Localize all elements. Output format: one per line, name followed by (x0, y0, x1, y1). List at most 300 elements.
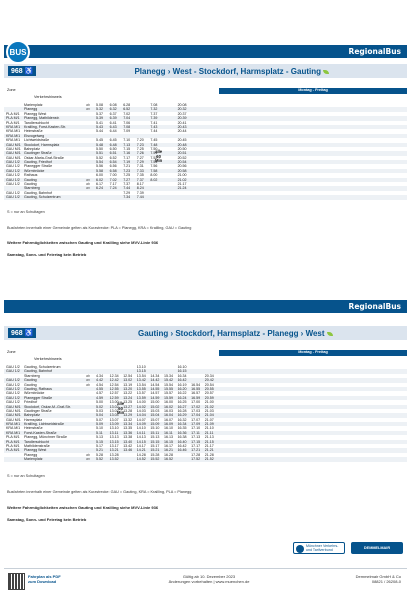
time-cell: 21.00 (204, 400, 214, 405)
time-cell: 21.17 (177, 182, 187, 187)
time-cell: 4.57 (96, 391, 103, 396)
line-badge (8, 66, 36, 76)
zone-cell: KRA M/1 (6, 422, 21, 427)
time-cell: 16.38 (177, 435, 187, 440)
time-cell: 7.13 (123, 142, 131, 147)
time-cell: 14.07 (136, 417, 146, 422)
time-cell: 13.28 (123, 408, 133, 413)
time-cell: 5.10 (96, 426, 103, 431)
time-cell: 5.54 (96, 160, 103, 165)
time-cell: 13.40 (123, 439, 133, 444)
time-cell: 7.08 (123, 124, 131, 129)
time-cell: 13.42 (123, 444, 133, 449)
time-cell: 7.00 (109, 173, 117, 178)
time-cell: 7.04 (123, 116, 131, 121)
zone-cell: GAU M/1 (6, 146, 21, 151)
time-cell: 17.52 (191, 457, 201, 462)
note-line-936-2: Weitere Fahrmöglichkeiten zwischen Gauting und Krailling siehe MVV-Linie 936 (7, 505, 159, 510)
table-row (4, 457, 407, 461)
time-cell: 16.07 (163, 417, 173, 422)
partner-logos (293, 542, 403, 554)
time-cell: 7.52 (150, 155, 158, 160)
time-cell: 6.45 (109, 138, 117, 143)
time-cell: 7.02 (109, 177, 117, 182)
time-cell: 7.44 (136, 195, 144, 200)
stop-name: Eisvogelweg (24, 133, 45, 138)
time-cell: 7.56 (150, 164, 158, 169)
time-cell: 21.11 (204, 430, 214, 435)
table-header-1 (4, 88, 407, 99)
arr-dep-marker: ab (86, 103, 90, 107)
time-cell: 5.08 (96, 103, 103, 107)
time-cell: 5.11 (96, 430, 103, 435)
time-cell: 20.56 (177, 164, 187, 169)
time-cell: 20.08 (177, 103, 187, 107)
operator-contact: Demmelmair GmbH & Co 08821 / 26208-0 (355, 574, 401, 584)
stop-name: Marienplatz (24, 457, 43, 462)
time-cell: 16.34 (177, 422, 187, 427)
time-cell: 20.54 (177, 160, 187, 165)
time-cell: 6.50 (109, 146, 117, 151)
route-header-2 (4, 326, 407, 340)
time-cell: 5.32 (96, 107, 103, 112)
time-cell: 7.27 (123, 177, 131, 182)
time-cell: 14.21 (136, 448, 146, 453)
time-cell: 15.59 (163, 395, 173, 400)
qr-code-icon[interactable] (8, 573, 25, 590)
time-cell: 5.41 (96, 120, 103, 125)
zone-cell: GAU 1/2 (6, 195, 20, 200)
time-cell: 16.29 (177, 413, 187, 418)
time-cell: 5.58 (96, 168, 103, 173)
time-cell: 20.59 (204, 395, 214, 400)
time-cells (96, 195, 403, 199)
time-cell: 14.52 (136, 457, 146, 462)
route-title: Gauting › Stockdorf, Harmsplatz - Planegg › West (138, 329, 333, 338)
zone-cell: GAU 1/2 (6, 391, 20, 396)
time-cell: 6.24 (96, 186, 103, 191)
time-cell: 13.17 (109, 444, 119, 449)
time-cell: 16.22 (177, 391, 187, 396)
zone-cell: GAU M/1 (6, 417, 21, 422)
zone-cell: GAU 1/2 (6, 382, 20, 387)
stop-name: Marienplatz (24, 103, 43, 107)
stop-name: Gauting, Rathaus (24, 386, 52, 391)
route-title: Planegg › West - Stockdorf, Harmsplatz - Gauting (134, 67, 329, 76)
bus-badge: BUS (6, 40, 30, 64)
time-cell: 20.50 (177, 146, 187, 151)
time-cell: 20.34 (204, 373, 214, 378)
time-cell: 13.35 (123, 426, 133, 431)
wheelchair-icon: ♿ (24, 68, 34, 75)
stop-name: Heimstraße (24, 426, 43, 431)
traffic-note-header: Verkehrshinweis (34, 95, 62, 99)
stop-name: Forst-Kasten-Straße (24, 430, 57, 435)
zone-cell: GAU M/1 (6, 155, 21, 160)
time-cell: 15.17 (150, 444, 160, 449)
traffic-note-header: Verkehrshinweis (34, 357, 62, 361)
time-cell: 14.02 (136, 404, 146, 409)
time-cell: 16.55 (191, 386, 201, 391)
time-cell: 14.04 (136, 413, 146, 418)
table-row (4, 195, 407, 199)
stop-name: Krailling, Lichtweidstraße (24, 422, 64, 427)
stop-name: Heimstraße (24, 129, 43, 134)
time-cell: 21.04 (204, 413, 214, 418)
time-cell: 6.32 (109, 107, 117, 112)
time-cell: 14.28 (136, 452, 146, 457)
time-cell: 15.52 (150, 457, 160, 462)
time-cell: 16.36 (177, 430, 187, 435)
time-cell: 14.54 (150, 382, 160, 387)
validity-text: Gültig ab 10. Dezember 2023 Änderungen vorbehalten | www.muenchen.de (168, 574, 250, 584)
time-cell: 7.50 (150, 146, 158, 151)
time-cell: 16.21 (163, 448, 173, 453)
time-cell: 14.03 (136, 408, 146, 413)
time-cell: 7.34 (123, 195, 131, 200)
zone-cell: GAU 1/2 (6, 190, 20, 195)
zone-cell: KRA M/1 (6, 129, 21, 134)
time-cell: 16.09 (163, 422, 173, 427)
time-cell: 15.28 (150, 452, 160, 457)
line-number: 968 (11, 67, 23, 75)
time-cell: 20.58 (177, 168, 187, 173)
time-cell: 6.52 (109, 155, 117, 160)
time-cell: 16.10 (163, 426, 173, 431)
time-cell: 16.28 (177, 408, 187, 413)
time-cell: 16.42 (177, 444, 187, 449)
stop-name: Tandlerschlucht (24, 120, 49, 125)
time-cell: 16.46 (177, 448, 187, 453)
time-cell: 7.44 (123, 186, 131, 191)
time-cell: 15.11 (150, 430, 160, 435)
time-cell: 20.45 (177, 138, 187, 143)
time-cell: 6.51 (109, 151, 117, 156)
time-cell: 15.34 (163, 373, 173, 378)
time-cell: 17.15 (191, 439, 201, 444)
arr-dep-marker: an (86, 186, 90, 191)
time-cell: 5.48 (96, 142, 103, 147)
time-cell: 6.37 (109, 111, 117, 116)
time-cell: 20.37 (177, 111, 187, 116)
time-cell: 7.44 (150, 129, 158, 134)
stop-name: Lichtweidstraße (24, 138, 50, 143)
fare-note-1: Busfahrten innerhalb einer Gemeinde gelten als Kurzstrecke: PLA = Planegg, KRA = Krailling, GAU = Gauting (7, 226, 192, 230)
time-cell: 5.39 (96, 116, 103, 121)
time-cell: 6.44 (109, 129, 117, 134)
zone-cell: KRA M/1 (6, 426, 21, 431)
time-cell: 21.02 (204, 404, 214, 409)
zone-cell: GAU M/1 (6, 151, 21, 156)
time-cell: 7.39 (150, 116, 158, 121)
time-cell: 16.00 (163, 400, 173, 405)
arr-dep-marker: ab (86, 452, 90, 457)
time-cell: 6.58 (109, 168, 117, 173)
regionalbus-label: RegionalBus (348, 302, 401, 311)
time-cell: 15.54 (163, 382, 173, 387)
time-cell: 15.55 (163, 386, 173, 391)
time-cell: 16.20 (177, 386, 187, 391)
time-cell: 16.11 (163, 430, 173, 435)
time-cell: 12.59 (109, 395, 119, 400)
stop-name: Bahnplatz (24, 146, 40, 151)
time-cell: 21.15 (204, 439, 214, 444)
time-cell: 5.52 (96, 457, 103, 462)
time-cell: 14.34 (150, 373, 160, 378)
zone-cell: GAU 1/2 (6, 395, 20, 400)
time-cell: 21.02 (177, 177, 187, 182)
time-cell: 14.57 (150, 391, 160, 396)
zone-cell: KRA M/1 (6, 138, 21, 143)
time-cell: 16.34 (177, 373, 187, 378)
stop-name: Würmbrücke (24, 391, 45, 396)
time-cell: 5.45 (96, 138, 103, 143)
operator-logo: DEMMELMAIR (351, 542, 403, 554)
arr-dep-marker: an (86, 378, 90, 383)
time-cell: 15.57 (163, 391, 173, 396)
stop-name: Starnberg (24, 186, 40, 191)
interval-note-1: alle 60 Min (155, 149, 163, 164)
time-cell: 13.52 (109, 457, 119, 462)
time-cell: 7.17 (109, 182, 117, 187)
time-cell: 20.42 (204, 378, 214, 383)
time-cell: 13.15 (136, 369, 146, 374)
stop-name: Würmbrücke (24, 168, 45, 173)
time-cell: 13.54 (136, 373, 146, 378)
zone-cell: PLA M/1 (6, 448, 20, 453)
time-cell: 7.16 (123, 151, 131, 156)
zone-cell: GAU 1/2 (6, 164, 20, 169)
timetable-2 (4, 365, 407, 462)
time-cell: 7.10 (123, 138, 131, 143)
zone-cell: GAU M/1 (6, 404, 21, 409)
arr-dep-marker: ab (86, 382, 90, 387)
time-cell: 6.08 (109, 103, 117, 107)
zone-cell: KRA M/1 (6, 124, 21, 129)
time-cell: 14.10 (136, 426, 146, 431)
mvv-mark-icon (296, 545, 304, 553)
time-cell: 5.50 (96, 146, 103, 151)
time-cell: 6.41 (109, 120, 117, 125)
time-cell: 13.02 (109, 404, 119, 409)
leaf-icon (327, 332, 333, 336)
stop-name: Gauting (24, 182, 37, 187)
time-cell: 16.52 (163, 457, 173, 462)
time-cell: 21.03 (204, 408, 214, 413)
time-cell: 13.46 (123, 448, 133, 453)
time-cell: 5.00 (96, 400, 103, 405)
time-cell: 15.10 (150, 426, 160, 431)
time-cell: 7.08 (150, 103, 158, 107)
time-cell: 16.28 (163, 452, 173, 457)
time-cell: 17.09 (191, 422, 201, 427)
time-cell: 21.07 (204, 417, 214, 422)
time-cell: 13.13 (109, 435, 119, 440)
time-cell: 17.21 (191, 448, 201, 453)
time-cell: 7.48 (150, 142, 158, 147)
time-cell: 6.39 (109, 116, 117, 121)
time-cell: 6.17 (96, 182, 103, 187)
time-cell: 16.35 (177, 426, 187, 431)
time-cell: 5.28 (96, 452, 103, 457)
time-cell: 7.29 (123, 190, 131, 195)
time-cell: 6.43 (109, 124, 117, 129)
stop-name: Gautinger Straße (24, 408, 52, 413)
time-cell: 5.17 (96, 444, 103, 449)
time-cell: 21.13 (204, 435, 214, 440)
zone-cell: KRA M/1 (6, 430, 21, 435)
time-cell: 20.54 (204, 382, 214, 387)
time-cell: 5.52 (96, 155, 103, 160)
time-cell: 21.00 (177, 173, 187, 178)
time-cell: 13.36 (123, 430, 133, 435)
time-cell: 5.15 (96, 439, 103, 444)
time-cell: 13.22 (123, 391, 133, 396)
time-cell: 8.00 (150, 173, 158, 178)
time-cell: 15.03 (150, 408, 160, 413)
zone-cell: PLA M/1 (6, 439, 20, 444)
zone-header: Zone (7, 350, 16, 354)
time-cell: 7.09 (123, 129, 131, 134)
service-note-2: Samstag, Sonn- und Feiertag kein Betrieb (7, 517, 87, 522)
time-cell: 21.21 (204, 448, 214, 453)
stop-name: Rathaus (24, 173, 38, 178)
stop-name: Oskar-Maria-Graf-Straße (24, 155, 64, 160)
time-cell: 16.54 (191, 382, 201, 387)
zone-cell: GAU 1/2 (6, 177, 20, 182)
time-cell: 13.42 (136, 378, 146, 383)
stop-name: Krailling, Forst-Kasten-Str. (24, 124, 66, 129)
time-cells (96, 457, 403, 461)
time-cell: 7.24 (109, 186, 117, 191)
time-cell: 5.44 (96, 129, 103, 134)
time-cell: 17.17 (191, 444, 201, 449)
time-cell: 7.17 (123, 155, 131, 160)
time-cell: 5.37 (96, 111, 103, 116)
stop-name: Gauting, Bahnhof (24, 190, 52, 195)
time-cell: 20.52 (177, 155, 187, 160)
time-cell: 16.02 (163, 404, 173, 409)
time-cell: 7.23 (136, 142, 144, 147)
zone-cell: GAU 1/2 (6, 386, 20, 391)
stop-name: Stockdorf, Oskar-M.-Graf-Str. (24, 404, 71, 409)
time-cell: 20.39 (177, 116, 187, 121)
arr-dep-marker: an (86, 177, 90, 182)
time-cell: 7.54 (150, 160, 158, 165)
time-cell: 14.42 (150, 378, 160, 383)
time-cell: 4.55 (96, 386, 103, 391)
time-cell: 13.15 (109, 439, 119, 444)
time-cell: 17.13 (191, 435, 201, 440)
time-cell: 7.41 (150, 120, 158, 125)
time-cell: 12.57 (109, 391, 119, 396)
time-cell: 15.02 (150, 404, 160, 409)
zone-cell: GAU M/1 (6, 142, 21, 147)
zone-cell: PLA M/1 (6, 444, 20, 449)
time-cell: 13.38 (123, 435, 133, 440)
time-cell: 14.59 (150, 395, 160, 400)
time-cell: 13.54 (136, 382, 146, 387)
time-cell: 8.24 (136, 186, 144, 191)
time-cell: 12.34 (109, 373, 119, 378)
time-cell: 6.56 (109, 164, 117, 169)
zone-cell: GAU 1/2 (6, 168, 20, 173)
zone-cell: GAU 1/2 (6, 160, 20, 165)
time-cell: 7.02 (123, 111, 131, 116)
time-cell: 15.21 (150, 448, 160, 453)
time-cell: 20.32 (177, 107, 187, 112)
wheelchair-icon: ♿ (24, 330, 34, 337)
arr-dep-marker: ab (86, 182, 90, 187)
time-cell: 16.59 (191, 395, 201, 400)
stop-name: Gauting (24, 177, 37, 182)
time-cell: 7.37 (150, 111, 158, 116)
time-cell: 14.15 (136, 439, 146, 444)
time-cell: 14.09 (136, 422, 146, 427)
time-cell: 7.21 (123, 164, 131, 169)
time-cell: 15.13 (150, 435, 160, 440)
time-cell: 13.11 (109, 430, 119, 435)
time-cell: 13.32 (123, 417, 133, 422)
time-cell: 7.20 (136, 138, 144, 143)
time-cell: 7.37 (136, 177, 144, 182)
time-cell: 6.48 (109, 142, 117, 147)
time-cell: 21.10 (204, 426, 214, 431)
time-cell: 17.28 (191, 452, 201, 457)
stop-name: Mathildenstraße (24, 444, 50, 449)
time-cell: 13.24 (123, 395, 133, 400)
time-cell: 6.02 (96, 177, 103, 182)
time-cell: 13.07 (109, 417, 119, 422)
page-footer (4, 568, 407, 593)
stop-name: Stockdorf, Harmsplatz (24, 142, 60, 147)
time-cell: 15.09 (150, 422, 160, 427)
time-cell: 8.17 (136, 182, 144, 187)
time-cell: 7.26 (136, 151, 144, 156)
stop-name: Gauting, Friedhof (24, 160, 52, 165)
time-cell: 20.51 (177, 151, 187, 156)
stop-name: Planegg (24, 452, 38, 457)
line-badge (8, 328, 36, 338)
time-cell: 13.03 (109, 408, 119, 413)
time-cell: 7.06 (123, 120, 131, 125)
time-cell: 7.27 (136, 155, 144, 160)
time-cell: 15.07 (150, 417, 160, 422)
time-cell: 13.25 (123, 400, 133, 405)
time-cell: 5.07 (96, 417, 103, 422)
time-cell: 17.07 (191, 417, 201, 422)
time-cell: 7.45 (150, 138, 158, 143)
zone-cell: GAU 1/2 (6, 369, 20, 374)
time-cell: 14.11 (136, 430, 146, 435)
days-header: Montag - Freitag (219, 88, 407, 94)
time-cell: 13.10 (109, 426, 119, 431)
time-cell: 13.29 (123, 413, 133, 418)
zone-cell: GAU 1/2 (6, 378, 20, 383)
time-cell: 13.57 (136, 391, 146, 396)
time-cell: 7.58 (150, 168, 158, 173)
pdf-download-text[interactable]: Fahrplan als PDF zum Download (28, 574, 61, 584)
time-cell: 7.29 (136, 160, 144, 165)
table-header-2 (4, 350, 407, 361)
stop-name: Planegger Straße (24, 164, 53, 169)
stop-name: Gauting, Bahnhof (24, 369, 52, 374)
time-cell: 16.15 (177, 369, 187, 374)
fare-note-2: Busfahrten innerhalb einer Gemeinde gelten als Kurzstrecke: GAU = Gauting, KRA = Krailling, PLA = Planegg (7, 490, 192, 494)
zone-cell: PLA M/1 (6, 120, 20, 125)
time-cell: 4.54 (96, 382, 103, 387)
time-cell: 6.28 (123, 103, 131, 107)
